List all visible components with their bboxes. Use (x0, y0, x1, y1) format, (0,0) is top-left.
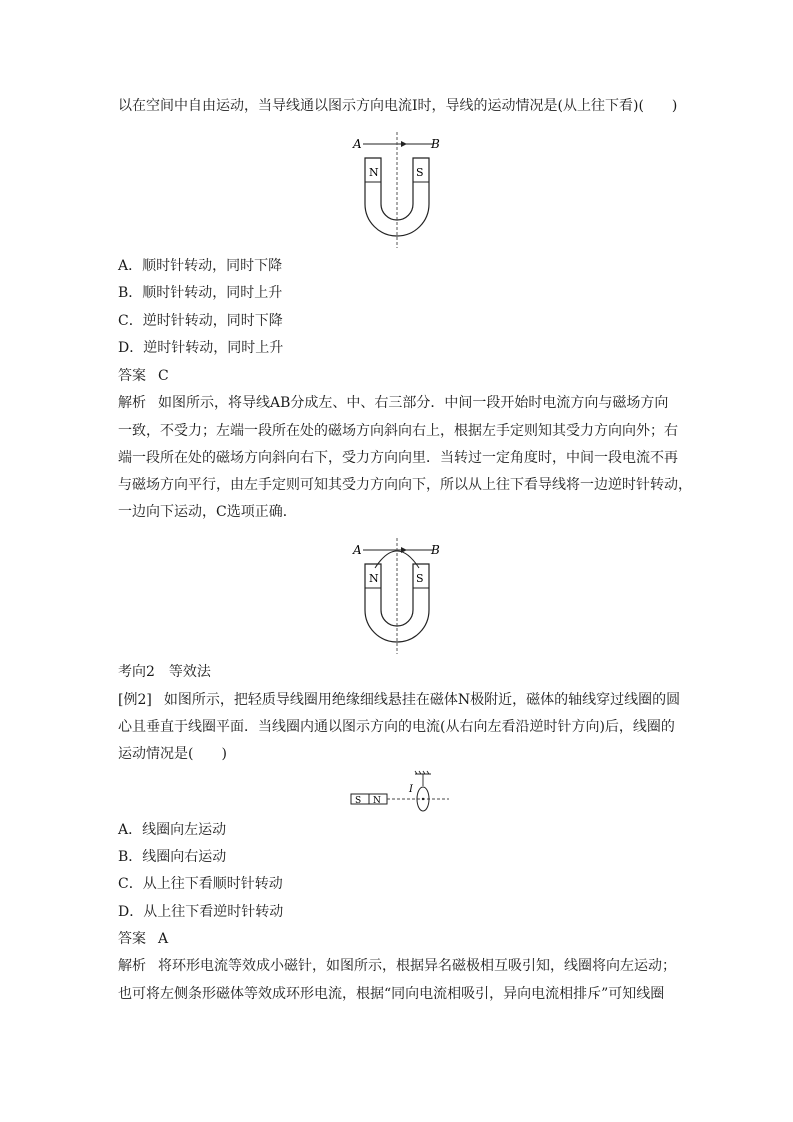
label-a: A (353, 137, 362, 151)
q2-analysis-line-2: 也可将左侧条形磁体等效成环形电流，根据“同向电流相吸引，异向电流相排斥”可知线圈 (118, 986, 665, 1002)
analysis-text: 如图所示，将导线AB分成左、中、右三部分．中间一段开始时电流方向与磁场方向 (158, 395, 669, 411)
answer-label: 答案 (118, 931, 146, 947)
label-n: N (369, 166, 379, 179)
q1-stem: 以在空间中自由运动，当导线通以图示方向电流I时，导线的运动情况是(从上往下看)( ) (118, 98, 678, 114)
figure-u-magnet-2 (345, 538, 455, 656)
q1-option-d: D．逆时针转动，同时上升 (118, 340, 284, 356)
q2-option-c: C．从上往下看顺时针转动 (118, 876, 283, 892)
label-n: N (373, 796, 381, 806)
q1-analysis-line-4: 与磁场方向平行，由左手定则可知其受力方向向下，所以从上往下看导线将一边逆时针转动， (118, 477, 692, 493)
label-b: B (431, 137, 440, 151)
q1-answer (118, 366, 169, 386)
q1-analysis-line-3: 端一段所在处的磁场方向斜向右下，受力方向向里．当转过一定角度时，中间一段电流不再 (118, 450, 678, 466)
stem-text: 如图所示，把轻质导线圈用绝缘细线悬挂在磁体N极附近，磁体的轴线穿过线圈的圆 (163, 692, 681, 708)
answer-value: A (158, 931, 169, 947)
example-label: [例2] (118, 692, 152, 708)
answer-label: 答案 (118, 368, 146, 384)
ceiling-hatch-icon (415, 771, 431, 774)
q2-answer (118, 929, 168, 949)
q2-option-d: D．从上往下看逆时针转动 (118, 904, 284, 920)
analysis-text: 将环形电流等效成小磁针，如图所示，根据异名磁极相互吸引知，线圈将向左运动； (158, 958, 676, 974)
q1-analysis-line-2: 一致，不受力；左端一段所在处的磁场方向斜向右上，根据左手定则知其受力方向向外；右 (118, 423, 678, 439)
q2-stem-line-3: 运动情况是( ) (118, 746, 227, 762)
label-b: B (431, 543, 440, 557)
q1-option-c: C．逆时针转动，同时下降 (118, 313, 283, 329)
label-a: A (353, 543, 362, 557)
q1-analysis-line-5: 一边向下运动，C选项正确． (118, 504, 297, 520)
current-arrow-icon (401, 547, 407, 553)
q2-analysis-line-1 (118, 956, 676, 976)
section-heading: 考向2 等效法 (118, 664, 211, 680)
analysis-label: 解析 (118, 958, 146, 974)
figure-u-magnet-1 (345, 132, 455, 250)
current-arrow-icon (401, 141, 407, 147)
q2-stem-line-1 (118, 690, 680, 710)
analysis-label: 解析 (118, 395, 146, 411)
q2-option-b: B．线圈向右运动 (118, 849, 227, 865)
label-s: S (416, 166, 424, 179)
label-i: I (409, 784, 413, 795)
label-s: S (416, 572, 424, 585)
q1-option-b: B．顺时针转动，同时上升 (118, 285, 283, 301)
q1-analysis-line-1 (118, 393, 668, 413)
q1-option-a: A．顺时针转动，同时下降 (118, 258, 283, 274)
figure-bar-magnet-coil (345, 770, 455, 816)
q2-stem-line-2: 心且垂直于线圈平面．当线圈内通以图示方向的电流(从右向左看沿逆时针方向)后，线圈的 (118, 719, 675, 735)
label-s: S (355, 796, 362, 806)
answer-value: C (158, 368, 169, 384)
q2-option-a: A．线圈向左运动 (118, 822, 227, 838)
label-n: N (369, 572, 379, 585)
